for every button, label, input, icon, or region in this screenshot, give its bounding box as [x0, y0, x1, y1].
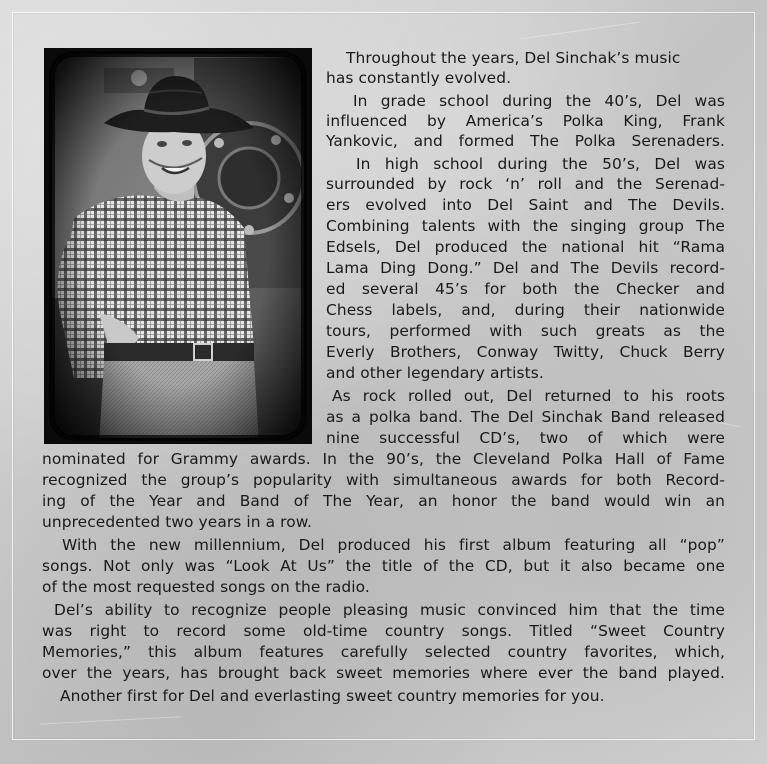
text-line: In high school during the 50’s, Del was: [356, 155, 725, 173]
text-line: songs. Not only was “Look At Us” the title of the CD, but it also became one: [42, 557, 725, 575]
text-line: nine successful CD’s, two of which were: [326, 429, 725, 447]
text-line: was right to record some old-time country songs. Titled “Sweet Country: [42, 622, 725, 640]
text-line: and other legendary artists.: [326, 364, 544, 382]
text-line: Chess labels, and, during their nationwide: [326, 301, 725, 319]
text-line: Del’s ability to recognize people pleasing music convinced him that the time: [54, 601, 725, 619]
text-line: surrounded by rock ‘n’ roll and the Serenad-: [326, 175, 725, 193]
text-line: unprecedented two years in a row.: [42, 513, 313, 531]
text-line: of the most requested songs on the radio.: [42, 578, 370, 596]
text-line: In grade school during the 40’s, Del was: [353, 92, 725, 110]
text-line: recognized the group’s popularity with simultaneous awards for both Record-: [42, 471, 725, 489]
text-line: Everly Brothers, Conway Twitty, Chuck Berry: [326, 343, 725, 361]
text-line: nominated for Grammy awards. In the 90’s, the Cleveland Polka Hall of Fame: [42, 450, 725, 468]
text-line: Throughout the years, Del Sinchak’s music: [346, 49, 681, 67]
text-line: With the new millennium, Del produced his first album featuring all “pop”: [62, 536, 725, 554]
text-line: Lama Ding Dong.” Del and The Devils record-: [326, 259, 725, 277]
text-line: ers evolved into Del Saint and The Devils.: [326, 196, 725, 214]
text-line: Another first for Del and everlasting sweet country memories for you.: [60, 687, 605, 705]
text-line: ing of the Year and Band of The Year, an honor the band would win an: [42, 492, 725, 510]
text-line: As rock rolled out, Del returned to his roots: [332, 387, 725, 405]
text-line: Yankovic, and formed The Polka Serenaders.: [326, 132, 725, 150]
text-line: has constantly evolved.: [326, 69, 512, 87]
text-line: Memories,” this album features carefully selected country favorites, which,: [42, 643, 725, 661]
text-line: as a polka band. The Del Sinchak Band released: [326, 408, 725, 426]
text-line: ed several 45’s for both the Checker and: [326, 280, 725, 298]
text-line: Edsels, Del produced the national hit “Rama: [326, 238, 725, 256]
text-line: Combining talents with the singing group The: [326, 217, 725, 235]
text-line: over the years, has brought back sweet memories where ever the band played.: [42, 664, 725, 682]
text-line: influenced by America’s Polka King, Frank: [326, 112, 725, 130]
text-line: tours, performed with such greats as the: [326, 322, 725, 340]
